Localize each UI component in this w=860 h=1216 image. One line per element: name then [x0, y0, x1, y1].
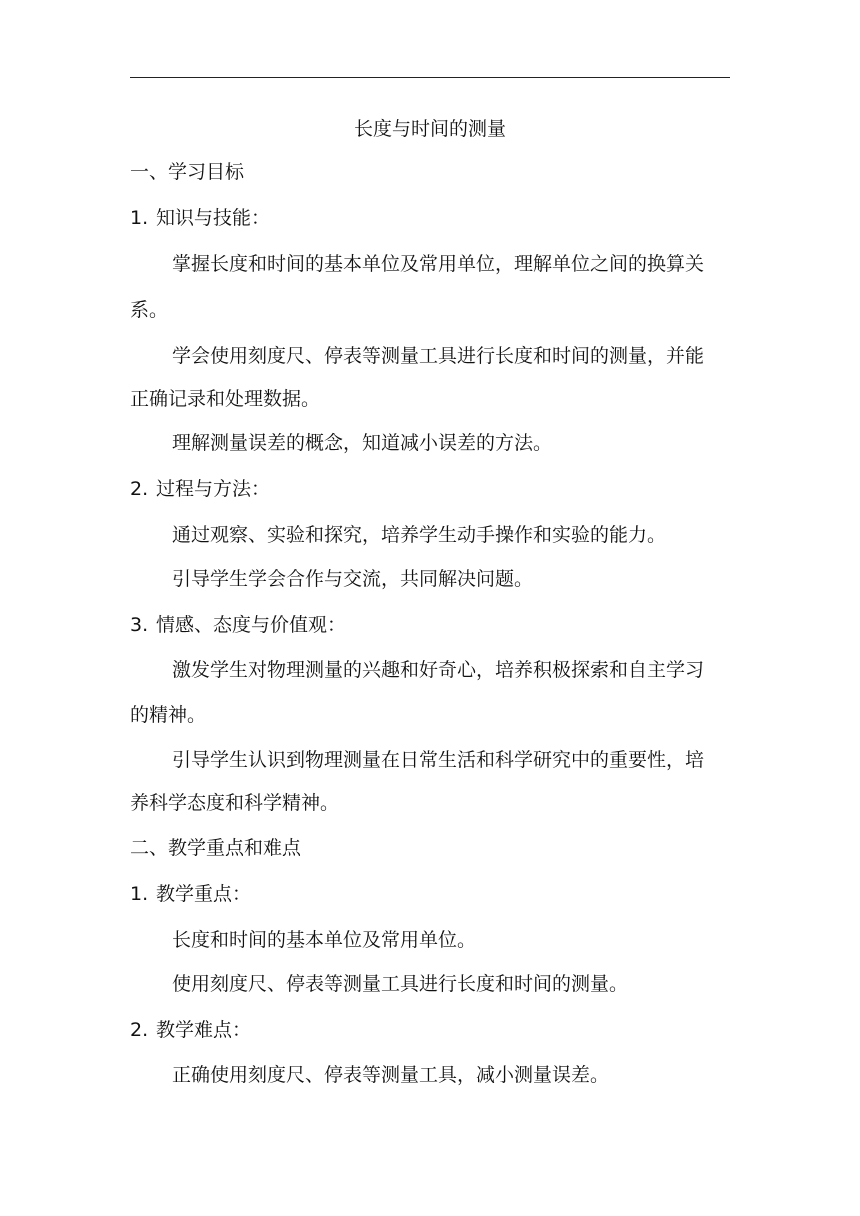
subheading-teaching-difficulty [130, 1018, 251, 1042]
subheading-label: 过程与方法： [156, 478, 271, 500]
paragraph-line: 激发学生对物理测量的兴趣和好奇心，培养积极探索和自主学习 [172, 659, 705, 681]
paragraph-line: 掌握长度和时间的基本单位及常用单位，理解单位之间的换算关 [172, 253, 705, 275]
paragraph-line: 学会使用刻度尺、停表等测量工具进行长度和时间的测量，并能 [172, 345, 705, 367]
paragraph-line: 通过观察、实验和探究，培养学生动手操作和实验的能力。 [172, 524, 667, 546]
paragraph-line: 引导学生认识到物理测量在日常生活和科学研究中的重要性，培 [172, 749, 705, 771]
subheading-number: 1. [130, 883, 149, 905]
paragraph-line: 长度和时间的基本单位及常用单位。 [172, 929, 477, 951]
paragraph-line: 理解测量误差的概念，知道减小误差的方法。 [172, 432, 553, 454]
section-heading-key-points: 二、教学重点和难点 [130, 837, 302, 859]
subheading-teaching-focus [130, 882, 251, 906]
header-rule [130, 77, 730, 78]
paragraph-line: 引导学生学会合作与交流，共同解决问题。 [172, 568, 534, 590]
paragraph-line: 正确记录和处理数据。 [130, 388, 321, 410]
subheading-attitudes-values [130, 613, 346, 637]
subheading-number: 1. [130, 207, 149, 229]
subheading-knowledge-skills [130, 206, 270, 230]
subheading-number: 2. [130, 478, 149, 500]
paragraph-line: 使用刻度尺、停表等测量工具进行长度和时间的测量。 [172, 973, 629, 995]
paragraph-line: 正确使用刻度尺、停表等测量工具，减小测量误差。 [172, 1064, 610, 1086]
paragraph-line: 系。 [130, 299, 169, 321]
subheading-label: 情感、态度与价值观： [156, 614, 347, 636]
subheading-process-methods [130, 477, 270, 501]
section-heading-objectives: 一、学习目标 [130, 161, 245, 183]
subheading-number: 3. [130, 614, 149, 636]
document-title: 长度与时间的测量 [353, 118, 506, 140]
subheading-label: 教学重点： [156, 883, 252, 905]
paragraph-line: 的精神。 [130, 704, 207, 726]
subheading-label: 知识与技能： [156, 207, 271, 229]
subheading-number: 2. [130, 1019, 149, 1041]
subheading-label: 教学难点： [156, 1019, 252, 1041]
paragraph-line: 养科学态度和科学精神。 [130, 792, 340, 814]
